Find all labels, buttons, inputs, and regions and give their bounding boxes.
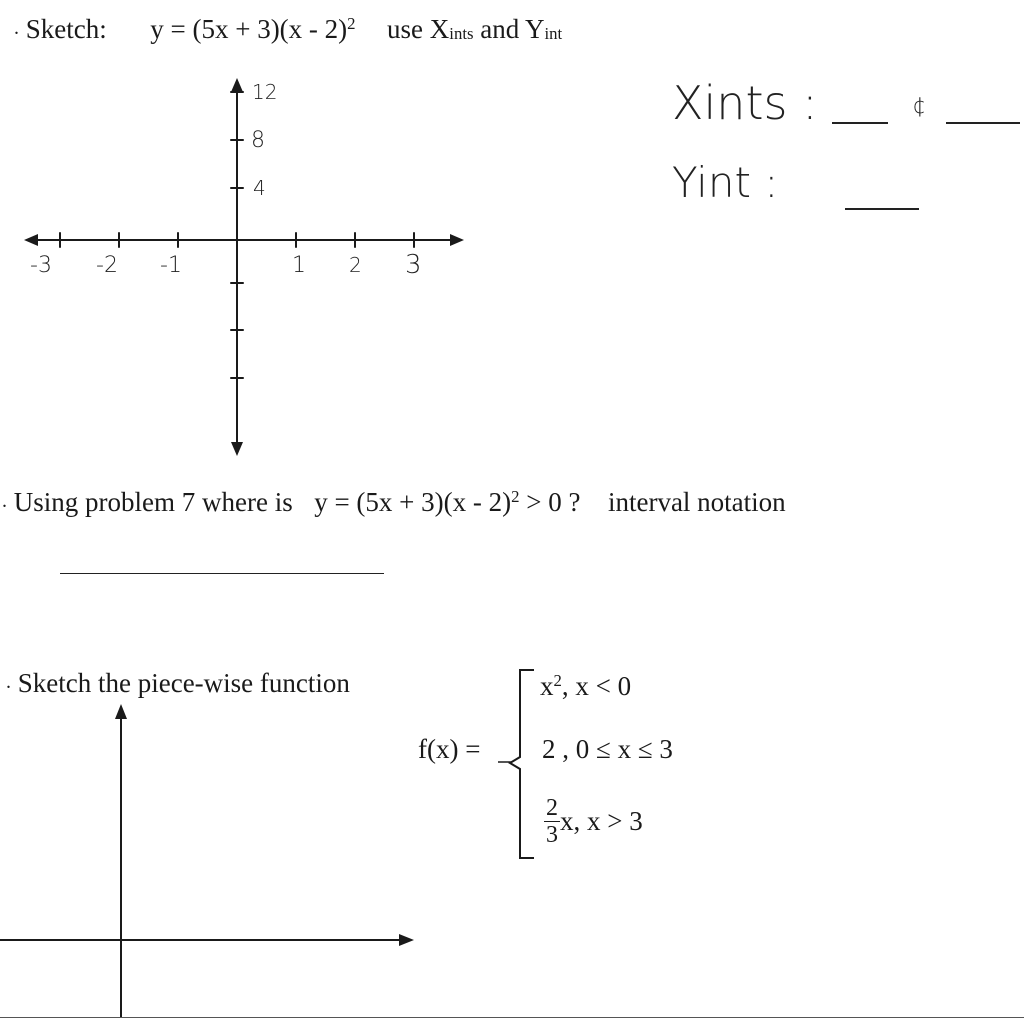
problem7-bullet: . bbox=[14, 17, 19, 40]
x-tick-label-3: 3 bbox=[405, 250, 422, 280]
case1-cond: , x < 0 bbox=[561, 671, 632, 702]
problem9-text: Sketch the piece-wise function bbox=[17, 668, 350, 698]
graph2-arrow-up bbox=[115, 704, 127, 719]
x-tick-label-2: 2 bbox=[349, 253, 362, 277]
xints-label: Xints : bbox=[672, 76, 818, 130]
problem8-equation: y = (5x + 3)(x - 2) bbox=[314, 487, 512, 518]
y-tick-label-8: 8 bbox=[251, 128, 265, 153]
problem7-label: Sketch: bbox=[25, 14, 107, 45]
yint-label: Yint : bbox=[672, 158, 779, 207]
case1-expr: x bbox=[540, 671, 554, 702]
problem8-inequality: > 0 ? bbox=[519, 487, 581, 518]
case3-numerator: 2 bbox=[546, 795, 558, 821]
page-bottom-edge bbox=[0, 1017, 1024, 1018]
x-tick-label-1: 1 bbox=[292, 253, 306, 278]
case3-denominator: 3 bbox=[546, 822, 558, 848]
problem7-sub-ints: ints bbox=[449, 24, 474, 44]
problem7-sub-int: int bbox=[544, 24, 563, 44]
problem8-bullet: . bbox=[2, 490, 7, 513]
piecewise-fx-label: f(x) = bbox=[418, 734, 481, 764]
problem8-text: Using problem 7 where is bbox=[13, 487, 293, 518]
y-tick-label-12: 12 bbox=[252, 80, 278, 104]
case1-exponent: 2 bbox=[553, 671, 562, 690]
x-tick-label-neg3: -3 bbox=[30, 253, 52, 278]
x-tick-label-neg2: -2 bbox=[96, 253, 118, 278]
problem7-exponent: 2 bbox=[347, 14, 356, 33]
problem7-instruction-pre: use X bbox=[387, 14, 450, 45]
problem7-equation: y = (5x + 3)(x - 2) bbox=[150, 14, 348, 45]
problem8-exponent: 2 bbox=[511, 487, 520, 506]
problem7-instruction-mid: and Y bbox=[473, 14, 545, 45]
and-symbol: ¢ bbox=[912, 94, 926, 119]
y-tick-label-4: 4 bbox=[253, 176, 266, 200]
case2-text: 2 , 0 ≤ x ≤ 3 bbox=[542, 734, 673, 764]
problem8-note: interval notation bbox=[607, 487, 786, 518]
x-tick-label-neg1: -1 bbox=[160, 253, 182, 278]
problem9-bullet: . bbox=[6, 671, 11, 693]
graph2-arrow-right bbox=[399, 934, 414, 946]
case3-rest: x, x > 3 bbox=[560, 806, 643, 836]
